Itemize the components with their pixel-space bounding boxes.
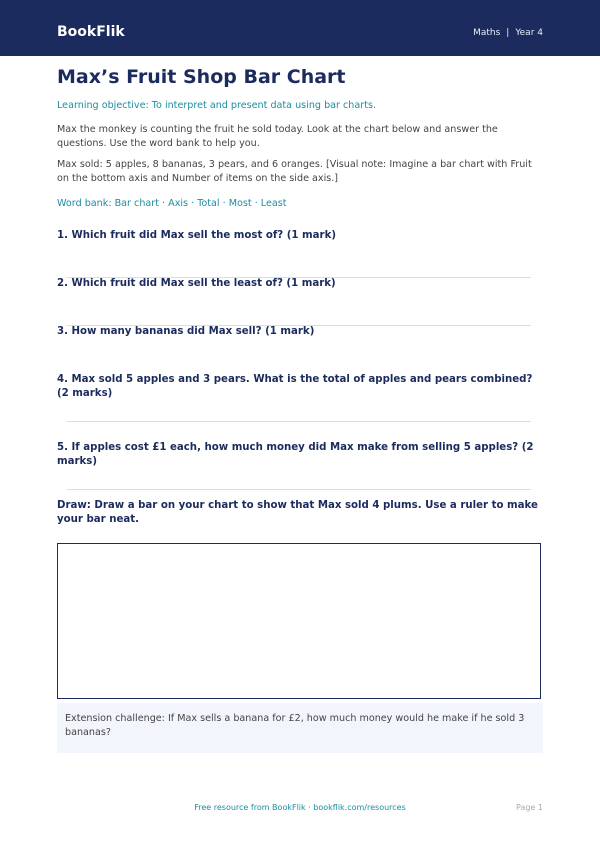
question-3: 3. How many bananas did Max sell? (1 mark): [57, 326, 315, 337]
brand-logo: BookFlik: [57, 24, 125, 40]
intro-paragraph: Max the monkey is counting the fruit he sold today. Look at the chart below and answer the questions. Use the word bank to help you.: [57, 124, 498, 149]
drawing-area[interactable]: [57, 543, 541, 699]
question-1: 1. Which fruit did Max sell the most of? (1 mark): [57, 230, 336, 241]
year-label: Year 4: [515, 28, 543, 38]
question-2: 2. Which fruit did Max sell the least of? (1 mark): [57, 278, 336, 289]
subject-label: Maths: [473, 28, 501, 38]
extension-challenge: Extension challenge: If Max sells a banana for £2, how much money would he make if he sold 3 bananas?: [57, 703, 543, 753]
question-4: 4. Max sold 5 apples and 3 pears. What is the total of apples and pears combined? (2 marks): [57, 374, 533, 399]
subject-year-label: [473, 27, 543, 39]
answer-line-4[interactable]: [67, 421, 531, 422]
learning-objective: Learning objective: To interpret and present data using bar charts.: [57, 100, 377, 111]
word-bank: Word bank: Bar chart · Axis · Total · Most · Least: [57, 198, 287, 209]
page-header: [0, 0, 600, 56]
footer-credit: Free resource from BookFlik · bookflik.com/resources: [194, 803, 406, 812]
answer-line-5[interactable]: [67, 489, 531, 490]
draw-task: Draw: Draw a bar on your chart to show that Max sold 4 plums. Use a ruler to make your bar neat.: [57, 500, 538, 525]
header-separator: |: [506, 28, 510, 38]
question-5: 5. If apples cost £1 each, how much money did Max make from selling 5 apples? (2 marks): [57, 442, 534, 467]
page-number: Page 1: [516, 803, 543, 812]
page-title: Max’s Fruit Shop Bar Chart: [57, 66, 346, 88]
data-note-paragraph: Max sold: 5 apples, 8 bananas, 3 pears, and 6 oranges. [Visual note: Imagine a bar chart with Fruit on the bottom axis and Number of items on the side axis.]: [57, 159, 532, 184]
